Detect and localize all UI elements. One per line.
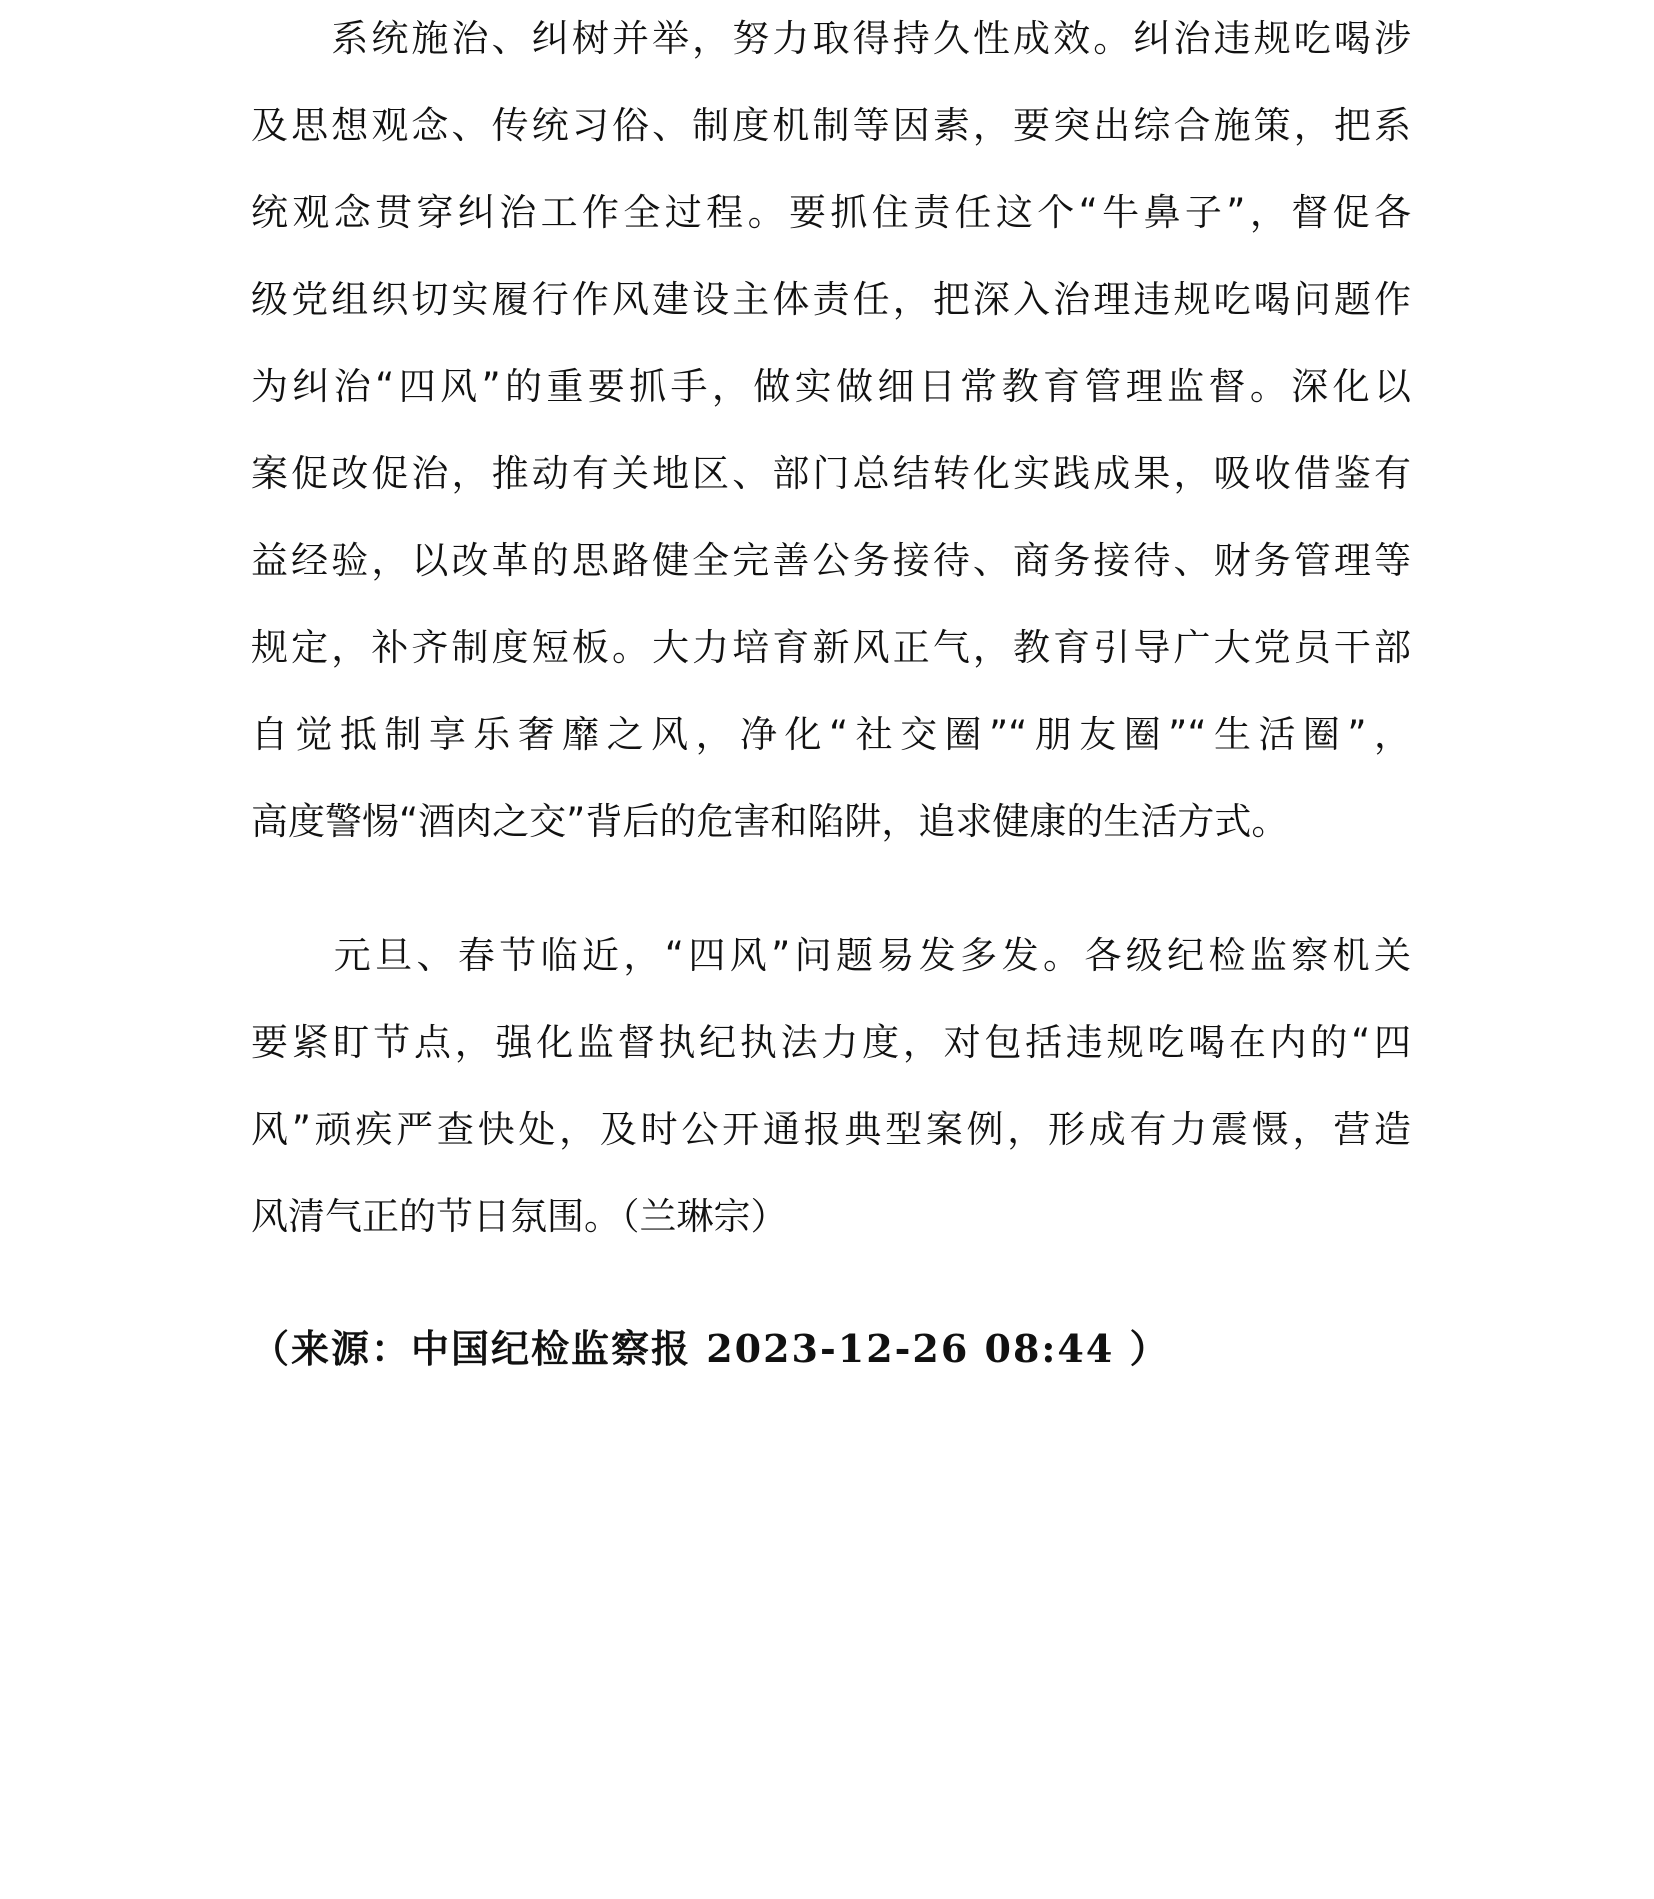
paragraph-line: 级党组织切实履行作风建设主体责任，把深入治理违规吃喝问题作	[251, 278, 1411, 321]
paragraph-line: 系统施治、纠树并举，努力取得持久性成效。纠治违规吃喝涉	[251, 17, 1411, 60]
paragraph-line: 案促改促治，推动有关地区、部门总结转化实践成果，吸收借鉴有	[251, 452, 1411, 495]
paragraph-line: 高度警惕“酒肉之交”背后的危害和陷阱，追求健康的生活方式。	[251, 800, 1289, 843]
paragraph-line: 统观念贯穿纠治工作全过程。要抓住责任这个“牛鼻子”，督促各	[251, 191, 1411, 234]
paragraph-line: 风清气正的节日氛围。（兰琳宗）	[251, 1195, 788, 1238]
body-paragraph-2	[251, 912, 1411, 1260]
paragraph-line: 风”顽疾严查快处，及时公开通报典型案例，形成有力震慑，营造	[251, 1108, 1411, 1151]
paragraph-line: 元旦、春节临近，“四风”问题易发多发。各级纪检监察机关	[251, 934, 1411, 977]
paragraph-line: 为纠治“四风”的重要抓手，做实做细日常教育管理监督。深化以	[251, 365, 1411, 408]
paragraph-line: 自觉抵制享乐奢靡之风，净化“社交圈”“朋友圈”“生活圈”，	[251, 713, 1411, 756]
paragraph-line: 益经验，以改革的思路健全完善公务接待、商务接待、财务管理等	[251, 539, 1411, 582]
paragraph-line: 规定，补齐制度短板。大力培育新风正气，教育引导广大党员干部	[251, 626, 1411, 669]
source-attribution: （来源：中国纪检监察报 2023-12-26 08:44 ）	[251, 1326, 1170, 1371]
body-paragraph-1	[251, 0, 1411, 865]
paragraph-line: 及思想观念、传统习俗、制度机制等因素，要突出综合施策，把系	[251, 104, 1411, 147]
paragraph-line: 要紧盯节点，强化监督执纪执法力度，对包括违规吃喝在内的“四	[251, 1021, 1411, 1064]
